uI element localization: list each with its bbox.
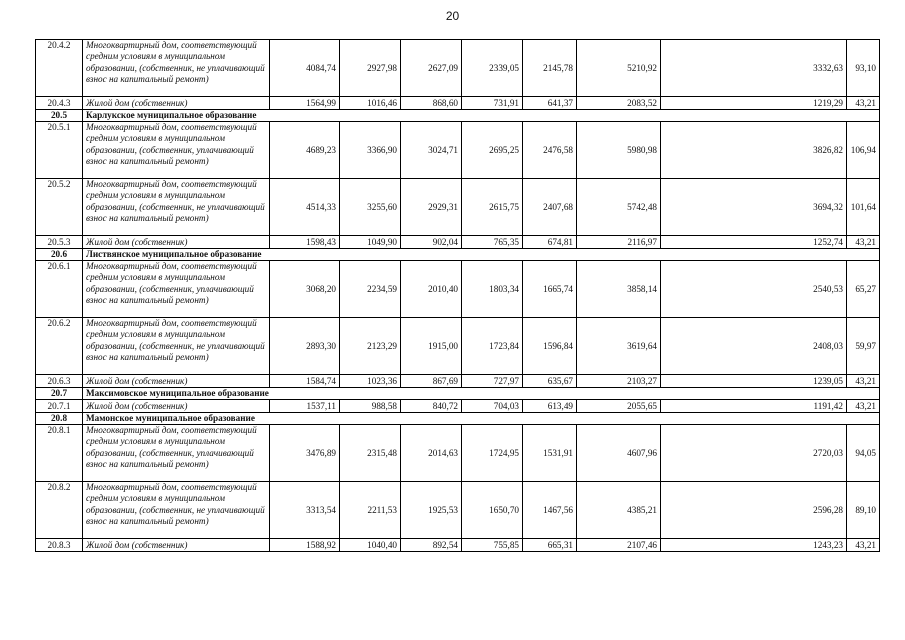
section-code: 20.7 bbox=[36, 388, 83, 400]
value-cell: 892,54 bbox=[401, 539, 462, 552]
row-code: 20.8.2 bbox=[36, 482, 83, 539]
value-cell: 65,27 bbox=[847, 261, 880, 318]
value-cell: 3255,60 bbox=[340, 179, 401, 236]
section-title: Листвянское муниципальное образование bbox=[83, 249, 880, 261]
row-code: 20.5.3 bbox=[36, 236, 83, 249]
table-row bbox=[36, 97, 880, 110]
table-row bbox=[36, 539, 880, 552]
row-description: Многоквартирный дом, соответствующий средним условиям в муниципальном образовании, (собственник, не уплачивающий взнос на капитальный ремонт) bbox=[83, 482, 270, 539]
tariff-table bbox=[35, 39, 880, 552]
value-cell: 635,67 bbox=[523, 375, 577, 388]
value-cell: 1650,70 bbox=[462, 482, 523, 539]
value-cell: 2540,53 bbox=[661, 261, 847, 318]
row-description: Жилой дом (собственник) bbox=[83, 400, 270, 413]
value-cell: 3332,63 bbox=[661, 40, 847, 97]
value-cell: 2929,31 bbox=[401, 179, 462, 236]
row-description: Многоквартирный дом, соответствующий средним условиям в муниципальном образовании, (собственник, не уплачивающий взнос на капитальный ремонт) bbox=[83, 318, 270, 375]
value-cell: 2615,75 bbox=[462, 179, 523, 236]
value-cell: 2407,68 bbox=[523, 179, 577, 236]
row-description: Многоквартирный дом, соответствующий средним условиям в муниципальном образовании, (собственник, уплачивающий взнос на капитальный ремонт) bbox=[83, 425, 270, 482]
value-cell: 4607,96 bbox=[577, 425, 661, 482]
value-cell: 868,60 bbox=[401, 97, 462, 110]
value-cell: 2083,52 bbox=[577, 97, 661, 110]
table-row bbox=[36, 400, 880, 413]
value-cell: 2927,98 bbox=[340, 40, 401, 97]
value-cell: 2476,58 bbox=[523, 122, 577, 179]
row-code: 20.5.1 bbox=[36, 122, 83, 179]
table-row bbox=[36, 179, 880, 236]
value-cell: 4084,74 bbox=[270, 40, 340, 97]
section-code: 20.6 bbox=[36, 249, 83, 261]
value-cell: 2103,27 bbox=[577, 375, 661, 388]
value-cell: 5742,48 bbox=[577, 179, 661, 236]
section-title: Карлукское муниципальное образование bbox=[83, 110, 880, 122]
value-cell: 1219,29 bbox=[661, 97, 847, 110]
value-cell: 3068,20 bbox=[270, 261, 340, 318]
row-description: Жилой дом (собственник) bbox=[83, 375, 270, 388]
value-cell: 3313,54 bbox=[270, 482, 340, 539]
value-cell: 2055,65 bbox=[577, 400, 661, 413]
value-cell: 2627,09 bbox=[401, 40, 462, 97]
value-cell: 1016,46 bbox=[340, 97, 401, 110]
value-cell: 2234,59 bbox=[340, 261, 401, 318]
value-cell: 1588,92 bbox=[270, 539, 340, 552]
value-cell: 1596,84 bbox=[523, 318, 577, 375]
value-cell: 3826,82 bbox=[661, 122, 847, 179]
value-cell: 727,97 bbox=[462, 375, 523, 388]
value-cell: 1915,00 bbox=[401, 318, 462, 375]
value-cell: 1049,90 bbox=[340, 236, 401, 249]
value-cell: 1467,56 bbox=[523, 482, 577, 539]
value-cell: 94,05 bbox=[847, 425, 880, 482]
value-cell: 1925,53 bbox=[401, 482, 462, 539]
value-cell: 43,21 bbox=[847, 400, 880, 413]
value-cell: 902,04 bbox=[401, 236, 462, 249]
row-code: 20.4.3 bbox=[36, 97, 83, 110]
row-description: Многоквартирный дом, соответствующий средним условиям в муниципальном образовании, (собственник, уплачивающий взнос на капитальный ремонт) bbox=[83, 122, 270, 179]
value-cell: 2695,25 bbox=[462, 122, 523, 179]
value-cell: 2893,30 bbox=[270, 318, 340, 375]
value-cell: 4689,23 bbox=[270, 122, 340, 179]
value-cell: 988,58 bbox=[340, 400, 401, 413]
value-cell: 106,94 bbox=[847, 122, 880, 179]
row-description: Жилой дом (собственник) bbox=[83, 97, 270, 110]
value-cell: 755,85 bbox=[462, 539, 523, 552]
value-cell: 5210,92 bbox=[577, 40, 661, 97]
row-code: 20.7.1 bbox=[36, 400, 83, 413]
value-cell: 731,91 bbox=[462, 97, 523, 110]
value-cell: 1803,34 bbox=[462, 261, 523, 318]
row-description: Жилой дом (собственник) bbox=[83, 539, 270, 552]
value-cell: 1239,05 bbox=[661, 375, 847, 388]
value-cell: 1537,11 bbox=[270, 400, 340, 413]
table-row bbox=[36, 425, 880, 482]
row-code: 20.8.3 bbox=[36, 539, 83, 552]
value-cell: 3619,64 bbox=[577, 318, 661, 375]
section-code: 20.8 bbox=[36, 413, 83, 425]
section-row bbox=[36, 388, 880, 400]
table-row bbox=[36, 482, 880, 539]
section-code: 20.5 bbox=[36, 110, 83, 122]
value-cell: 89,10 bbox=[847, 482, 880, 539]
value-cell: 4385,21 bbox=[577, 482, 661, 539]
row-description: Жилой дом (собственник) bbox=[83, 236, 270, 249]
value-cell: 2107,46 bbox=[577, 539, 661, 552]
value-cell: 3476,89 bbox=[270, 425, 340, 482]
row-code: 20.6.1 bbox=[36, 261, 83, 318]
value-cell: 1531,91 bbox=[523, 425, 577, 482]
row-code: 20.5.2 bbox=[36, 179, 83, 236]
value-cell: 1598,43 bbox=[270, 236, 340, 249]
value-cell: 1023,36 bbox=[340, 375, 401, 388]
value-cell: 3858,14 bbox=[577, 261, 661, 318]
value-cell: 3366,90 bbox=[340, 122, 401, 179]
value-cell: 2315,48 bbox=[340, 425, 401, 482]
section-row bbox=[36, 413, 880, 425]
value-cell: 2720,03 bbox=[661, 425, 847, 482]
value-cell: 1665,74 bbox=[523, 261, 577, 318]
row-code: 20.8.1 bbox=[36, 425, 83, 482]
row-description: Многоквартирный дом, соответствующий средним условиям в муниципальном образовании, (собственник, не уплачивающий взнос на капитальный ремонт) bbox=[83, 40, 270, 97]
value-cell: 43,21 bbox=[847, 97, 880, 110]
value-cell: 1723,84 bbox=[462, 318, 523, 375]
value-cell: 3024,71 bbox=[401, 122, 462, 179]
value-cell: 2145,78 bbox=[523, 40, 577, 97]
page-number: 20 bbox=[445, 9, 460, 23]
value-cell: 613,49 bbox=[523, 400, 577, 413]
value-cell: 3694,32 bbox=[661, 179, 847, 236]
value-cell: 4514,33 bbox=[270, 179, 340, 236]
value-cell: 2014,63 bbox=[401, 425, 462, 482]
table-row bbox=[36, 122, 880, 179]
section-row bbox=[36, 249, 880, 261]
table-row bbox=[36, 318, 880, 375]
value-cell: 840,72 bbox=[401, 400, 462, 413]
section-row bbox=[36, 110, 880, 122]
table-row bbox=[36, 40, 880, 97]
value-cell: 2123,29 bbox=[340, 318, 401, 375]
value-cell: 2408,03 bbox=[661, 318, 847, 375]
value-cell: 2010,40 bbox=[401, 261, 462, 318]
row-code: 20.6.3 bbox=[36, 375, 83, 388]
table-row bbox=[36, 261, 880, 318]
value-cell: 1191,42 bbox=[661, 400, 847, 413]
row-description: Многоквартирный дом, соответствующий средним условиям в муниципальном образовании, (собственник, не уплачивающий взнос на капитальный ремонт) bbox=[83, 179, 270, 236]
value-cell: 2596,28 bbox=[661, 482, 847, 539]
section-title: Мамонское муниципальное образование bbox=[83, 413, 880, 425]
table-row bbox=[36, 236, 880, 249]
value-cell: 704,03 bbox=[462, 400, 523, 413]
value-cell: 43,21 bbox=[847, 236, 880, 249]
value-cell: 1243,23 bbox=[661, 539, 847, 552]
value-cell: 43,21 bbox=[847, 539, 880, 552]
row-code: 20.4.2 bbox=[36, 40, 83, 97]
value-cell: 101,64 bbox=[847, 179, 880, 236]
value-cell: 5980,98 bbox=[577, 122, 661, 179]
value-cell: 1040,40 bbox=[340, 539, 401, 552]
value-cell: 1252,74 bbox=[661, 236, 847, 249]
value-cell: 674,81 bbox=[523, 236, 577, 249]
row-description: Многоквартирный дом, соответствующий средним условиям в муниципальном образовании, (собственник, уплачивающий взнос на капитальный ремонт) bbox=[83, 261, 270, 318]
value-cell: 93,10 bbox=[847, 40, 880, 97]
table-row bbox=[36, 375, 880, 388]
value-cell: 2116,97 bbox=[577, 236, 661, 249]
value-cell: 2211,53 bbox=[340, 482, 401, 539]
value-cell: 665,31 bbox=[523, 539, 577, 552]
value-cell: 867,69 bbox=[401, 375, 462, 388]
value-cell: 641,37 bbox=[523, 97, 577, 110]
value-cell: 1584,74 bbox=[270, 375, 340, 388]
value-cell: 765,35 bbox=[462, 236, 523, 249]
value-cell: 1564,99 bbox=[270, 97, 340, 110]
value-cell: 1724,95 bbox=[462, 425, 523, 482]
section-title: Максимовское муниципальное образование bbox=[83, 388, 880, 400]
value-cell: 43,21 bbox=[847, 375, 880, 388]
row-code: 20.6.2 bbox=[36, 318, 83, 375]
value-cell: 2339,05 bbox=[462, 40, 523, 97]
value-cell: 59,97 bbox=[847, 318, 880, 375]
